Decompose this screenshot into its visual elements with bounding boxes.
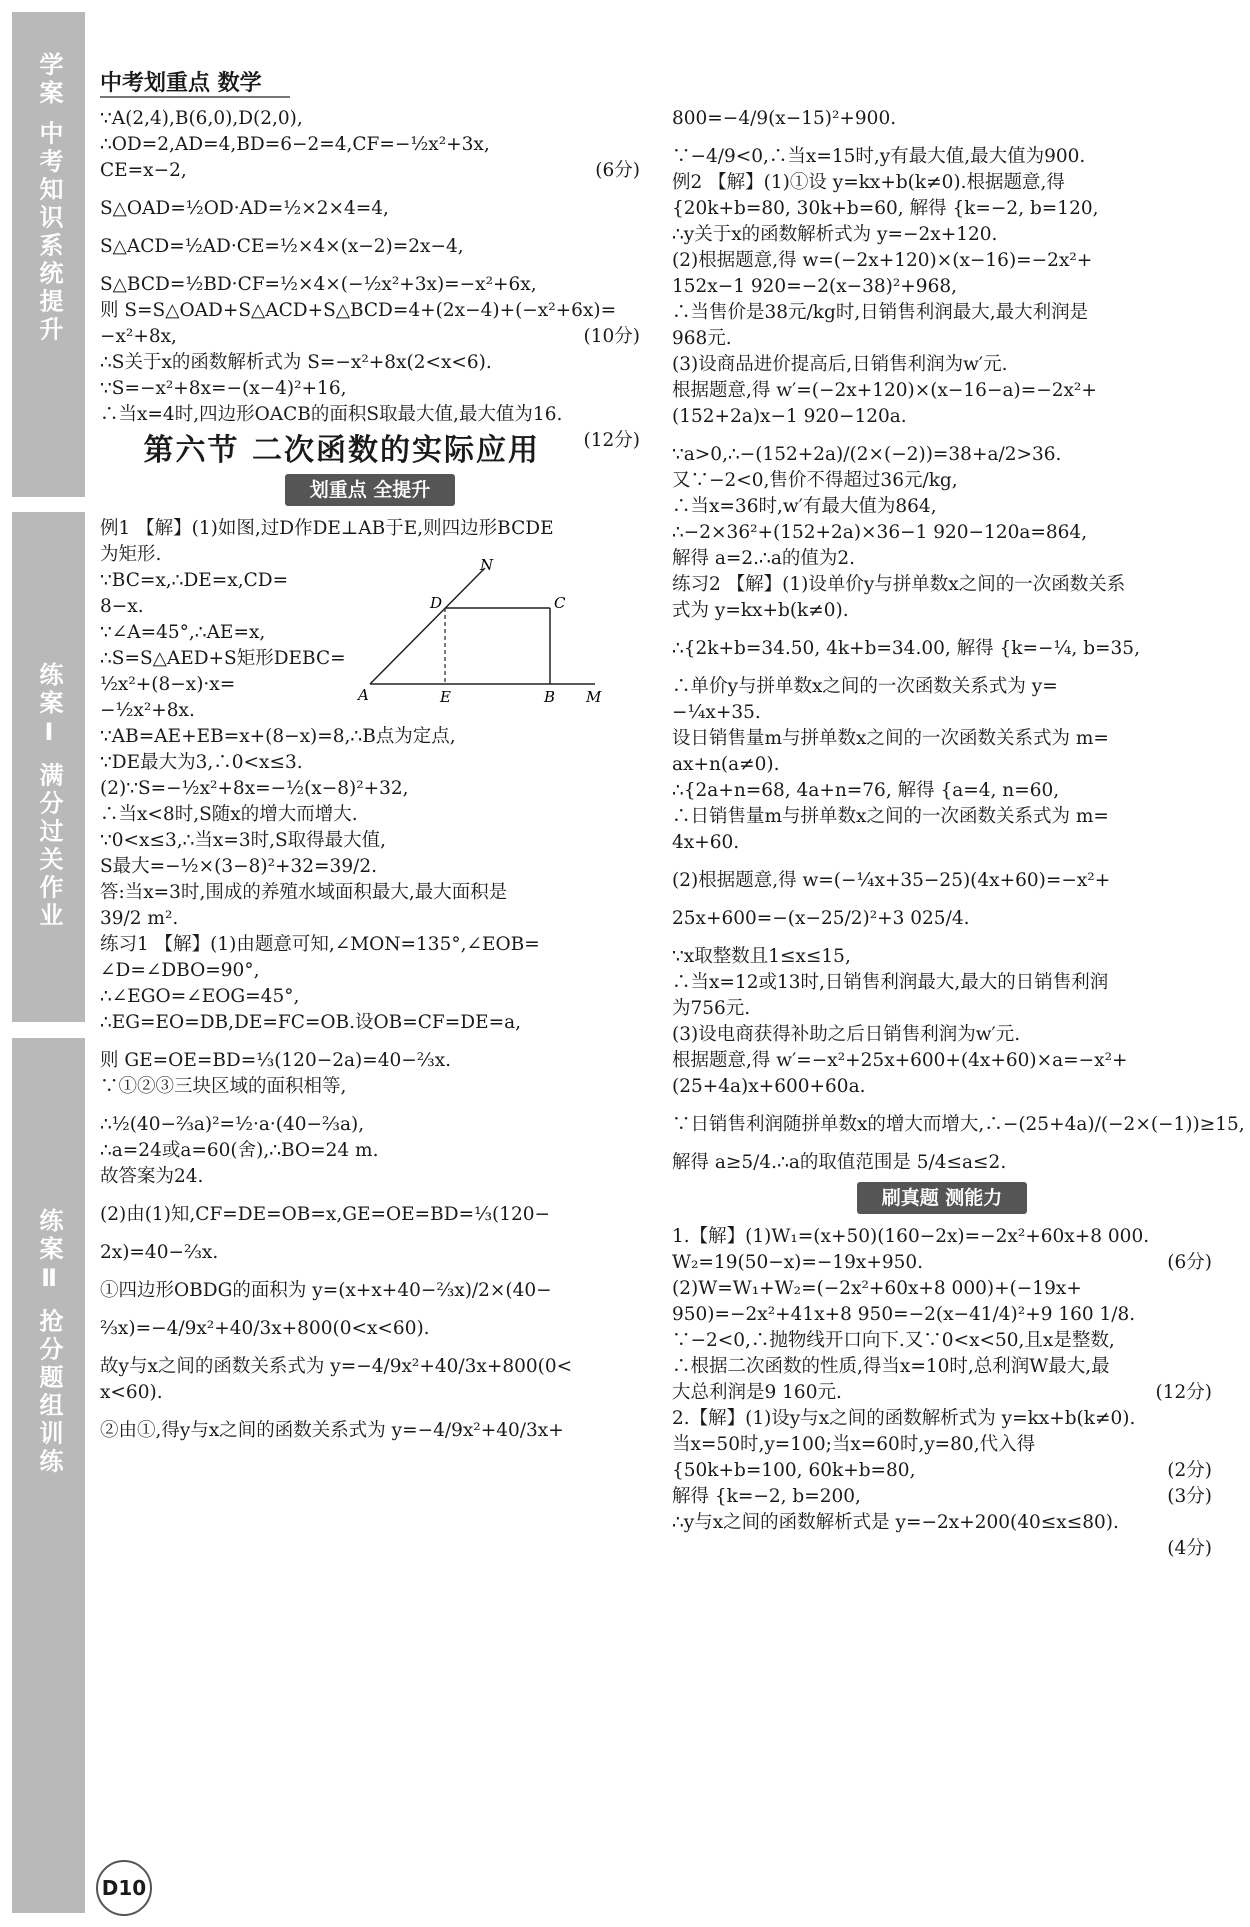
sidebar-bot bbox=[12, 1038, 85, 1913]
text-line: S最大=−½×(3−8)²+32=39/2. bbox=[100, 856, 377, 877]
text-line: ①四边形OBDG的面积为 y=(x+x+40−⅔x)/2×(40− bbox=[100, 1280, 552, 1301]
text-line: ∴{2k+b=34.50, 4k+b=34.00, 解得 {k=−¼, b=35, bbox=[672, 638, 1140, 659]
text-line: 大总利润是9 160元. (12分) bbox=[672, 1380, 1212, 1406]
text-line: 又∵−2<0,售价不得超过36元/kg, bbox=[672, 470, 958, 491]
left-column bbox=[100, 106, 640, 1444]
text-line: ∵A(2,4),B(6,0),D(2,0), bbox=[100, 108, 303, 129]
text-line: ∵x取整数且1≤x≤15, bbox=[672, 946, 851, 967]
header-underline bbox=[100, 96, 290, 98]
text-line: ∴当x=12或13时,日销售利润最大,最大的日销售利润 bbox=[672, 972, 1109, 993]
text-line: ∵AB=AE+EB=x+(8−x)=8,∴B点为定点, bbox=[100, 726, 456, 747]
score: (6分) bbox=[595, 160, 640, 181]
text-line: ∵DE最大为3,∴0<x≤3. bbox=[100, 752, 303, 773]
text-line: (2)根据题意,得 w=(−2x+120)×(x−16)=−2x²+ bbox=[672, 250, 1093, 271]
text-line: ∵①②③三块区域的面积相等, bbox=[100, 1076, 347, 1097]
text-line: ∴当x<8时,S随x的增大而增大. bbox=[100, 804, 358, 825]
text-line: 根据题意,得 w′=(−2x+120)×(x−16−a)=−2x²+ bbox=[672, 380, 1097, 401]
text-line: ∴根据二次函数的性质,得当x=10时,总利润W最大,最 bbox=[672, 1356, 1110, 1377]
text-line: x<60). bbox=[100, 1382, 163, 1403]
text-line: ∴a=24或a=60(舍),∴BO=24 m. bbox=[100, 1140, 379, 1161]
text-line: 25x+600=−(x−25/2)²+3 025/4. bbox=[672, 908, 970, 929]
text-line: ∴y与x之间的函数解析式是 y=−2x+200(40≤x≤80). bbox=[672, 1512, 1119, 1533]
text-line: ∴当x=36时,w′有最大值为864, bbox=[672, 496, 937, 517]
text-line: 解得 {k=−2, b=200, (3分) bbox=[672, 1484, 1212, 1510]
text-line: (2)根据题意,得 w=(−¼x+35−25)(4x+60)=−x²+ bbox=[672, 870, 1111, 891]
sidebar-mid bbox=[12, 512, 85, 1022]
text-line: 练习1 【解】(1)由题意可知,∠MON=135°,∠EOB= bbox=[100, 934, 540, 955]
section-title: 第六节 二次函数的实际应用 bbox=[143, 433, 540, 468]
text-line: ∴½(40−⅔a)²=½·a·(40−⅔a), bbox=[100, 1114, 365, 1135]
label-B: B bbox=[544, 688, 556, 706]
score: (12分) bbox=[583, 430, 640, 451]
text-line: 4x+60. bbox=[672, 832, 740, 853]
text-line: 解得 a=2.∴a的值为2. bbox=[672, 548, 856, 569]
text-line: S△OAD=½OD·AD=½×2×4=4, bbox=[100, 198, 389, 219]
text-line: ½x²+(8−x)·x= bbox=[100, 674, 236, 695]
text-line: S△BCD=½BD·CF=½×4×(−½x²+3x)=−x²+6x, bbox=[100, 274, 537, 295]
text-line: 则 GE=OE=BD=⅓(120−2a)=40−⅔x. bbox=[100, 1050, 452, 1071]
label-C: C bbox=[554, 594, 566, 612]
text-line: (3)设商品进价提高后,日销售利润为w′元. bbox=[672, 354, 1008, 375]
score: (10分) bbox=[583, 326, 640, 347]
text-line: ∴y关于x的函数解析式为 y=−2x+120. bbox=[672, 224, 998, 245]
text-line: ∴当售价是38元/kg时,日销售利润最大,最大利润是 bbox=[672, 302, 1089, 323]
text-line: 则 S=S△OAD+S△ACD+S△BCD=4+(2x−4)+(−x²+6x)= bbox=[100, 300, 617, 321]
text-line: ∴S关于x的函数解析式为 S=−x²+8x(2<x<6). bbox=[100, 352, 492, 373]
text-line: (152+2a)x−1 920−120a. bbox=[672, 406, 907, 427]
text-line: ∵S=−x²+8x=−(x−4)²+16, bbox=[100, 378, 347, 399]
text-line: ∴日销售量m与拼单数x之间的一次函数关系式为 m= bbox=[672, 806, 1109, 827]
text-line: ∴EG=EO=DB,DE=FC=OB.设OB=CF=DE=a, bbox=[100, 1012, 522, 1033]
score: (4分) bbox=[1167, 1538, 1212, 1559]
text-line: ∵a>0,∴−(152+2a)/(2×(−2))=38+a/2>36. bbox=[672, 444, 1062, 465]
right-column bbox=[672, 106, 1245, 1562]
text-line: ∴−2×36²+(152+2a)×36−1 920−120a=864, bbox=[672, 522, 1088, 543]
text-line: S△ACD=½AD·CE=½×4×(x−2)=2x−4, bbox=[100, 236, 464, 257]
text-line: (3)设电商获得补助之后日销售利润为w′元. bbox=[672, 1024, 1021, 1045]
text-line: 为756元. bbox=[672, 998, 751, 1019]
text-line: 式为 y=kx+b(k≠0). bbox=[672, 600, 849, 621]
text-line: (2)由(1)知,CF=DE=OB=x,GE=OE=BD=⅓(120− bbox=[100, 1204, 551, 1225]
text-line: ∵−2<0,∴抛物线开口向下.又∵0<x<50,且x是整数, bbox=[672, 1330, 1115, 1351]
text-line: 故y与x之间的函数关系式为 y=−4/9x²+40/3x+800(0< bbox=[100, 1356, 573, 1377]
text-line: (2)∵S=−½x²+8x=−½(x−8)²+32, bbox=[100, 778, 409, 799]
text-line: ∠D=∠DBO=90°, bbox=[100, 960, 260, 981]
text-line: 800=−4/9(x−15)²+900. bbox=[672, 108, 897, 129]
score: (6分) bbox=[1167, 1252, 1212, 1273]
text-line: 答:当x=3时,围成的养殖水域面积最大,最大面积是 bbox=[100, 882, 508, 903]
text-line: 根据题意,得 w′=−x²+25x+600+(4x+60)×a=−x²+ bbox=[672, 1050, 1128, 1071]
label-A: A bbox=[358, 686, 369, 704]
text-line: {50k+b=100, 60k+b=80, (2分) bbox=[672, 1458, 1212, 1484]
score: (3分) bbox=[1167, 1486, 1212, 1507]
text-line: 950)=−2x²+41x+8 950=−2(x−41/4)²+9 160 1/8. bbox=[672, 1304, 1136, 1325]
sidebar-top-label: 学案 中考知识系统提升 bbox=[35, 52, 63, 345]
score: (12分) bbox=[1155, 1382, 1212, 1403]
text-line: ∵−4/9<0,∴当x=15时,y有最大值,最大值为900. bbox=[672, 146, 1086, 167]
text-line: 例1 【解】(1)如图,过D作DE⊥AB于E,则四边形BCDE bbox=[100, 518, 554, 539]
text-line: 968元. bbox=[672, 328, 732, 349]
text-line: 故答案为24. bbox=[100, 1166, 204, 1187]
page-header: 中考划重点 数学 bbox=[100, 71, 262, 96]
text-line: 练习2 【解】(1)设单价y与拼单数x之间的一次函数关系 bbox=[672, 574, 1126, 595]
text-line: 152x−1 920=−2(x−38)²+968, bbox=[672, 276, 957, 297]
text-line: 2x)=40−⅔x. bbox=[100, 1242, 219, 1263]
sidebar-top bbox=[12, 12, 85, 497]
text-line: 当x=50时,y=100;当x=60时,y=80,代入得 bbox=[672, 1434, 1036, 1455]
text-line: CE=x−2, (6分) bbox=[100, 158, 640, 184]
text-line: 解得 a≥5/4.∴a的取值范围是 5/4≤a≤2. bbox=[672, 1152, 1007, 1173]
text-line: ∵日销售利润随拼单数x的增大而增大,∴−(25+4a)/(−2×(−1))≥15, bbox=[672, 1114, 1245, 1135]
text-line: W₂=19(50−x)=−19x+950. (6分) bbox=[672, 1250, 1212, 1276]
text-line: ∵∠A=45°,∴AE=x, bbox=[100, 622, 266, 643]
geometry-figure bbox=[350, 558, 610, 708]
text-line: 例2 【解】(1)①设 y=kx+b(k≠0).根据题意,得 bbox=[672, 172, 1065, 193]
text-line: 设日销售量m与拼单数x之间的一次函数关系式为 m= bbox=[672, 728, 1109, 749]
text-line: ∴{2a+n=68, 4a+n=76, 解得 {a=4, n=60, bbox=[672, 780, 1060, 801]
text-line: (2)W=W₁+W₂=(−2x²+60x+8 000)+(−19x+ bbox=[672, 1278, 1082, 1299]
text-line: ∵BC=x,∴DE=x,CD= bbox=[100, 570, 289, 591]
page-number: D10 bbox=[96, 1860, 152, 1916]
text-line: ax+n(a≠0). bbox=[672, 754, 780, 775]
text-line: ∴∠EGO=∠EOG=45°, bbox=[100, 986, 300, 1007]
banner-real-questions: 刷真题 测能力 bbox=[857, 1182, 1027, 1214]
text-line: 为矩形. bbox=[100, 544, 162, 565]
text-line: 1.【解】(1)W₁=(x+50)(160−2x)=−2x²+60x+8 000. bbox=[672, 1226, 1150, 1247]
text-line: {20k+b=80, 30k+b=60, 解得 {k=−2, b=120, bbox=[672, 198, 1099, 219]
label-D: D bbox=[430, 594, 443, 612]
label-M: M bbox=[586, 688, 602, 706]
score: (2分) bbox=[1167, 1460, 1212, 1481]
text-line: ∴当x=4时,四边形OACB的面积S取最大值,最大值为16. bbox=[100, 404, 563, 425]
label-N: N bbox=[480, 558, 494, 574]
text-line: ∴S=S△AED+S矩形DEBC= bbox=[100, 648, 346, 669]
text-line: −¼x+35. bbox=[672, 702, 761, 723]
sidebar-mid-label: 练案Ⅰ 满分过关作业 bbox=[35, 662, 63, 931]
text-line: 39/2 m². bbox=[100, 908, 179, 929]
sidebar-bot-label: 练案Ⅱ 抢分题组训练 bbox=[35, 1208, 63, 1477]
text-line: ∵0<x≤3,∴当x=3时,S取得最大值, bbox=[100, 830, 387, 851]
text-line: 2.【解】(1)设y与x之间的函数解析式为 y=kx+b(k≠0). bbox=[672, 1408, 1136, 1429]
text-line: ∴OD=2,AD=4,BD=6−2=4,CF=−½x²+3x, bbox=[100, 134, 490, 155]
text-line: −½x²+8x. bbox=[100, 700, 195, 721]
text-line: −x²+8x, (10分) bbox=[100, 324, 640, 350]
text-line: ∴单价y与拼单数x之间的一次函数关系式为 y= bbox=[672, 676, 1058, 697]
text-line: (25+4a)x+600+60a. bbox=[672, 1076, 866, 1097]
banner-key-points: 划重点 全提升 bbox=[285, 474, 455, 506]
label-E: E bbox=[440, 688, 451, 706]
text-line: ②由①,得y与x之间的函数关系式为 y=−4/9x²+40/3x+ bbox=[100, 1420, 564, 1441]
text-line: ⅔x)=−4/9x²+40/3x+800(0<x<60). bbox=[100, 1318, 430, 1339]
text-line: 8−x. bbox=[100, 596, 144, 617]
